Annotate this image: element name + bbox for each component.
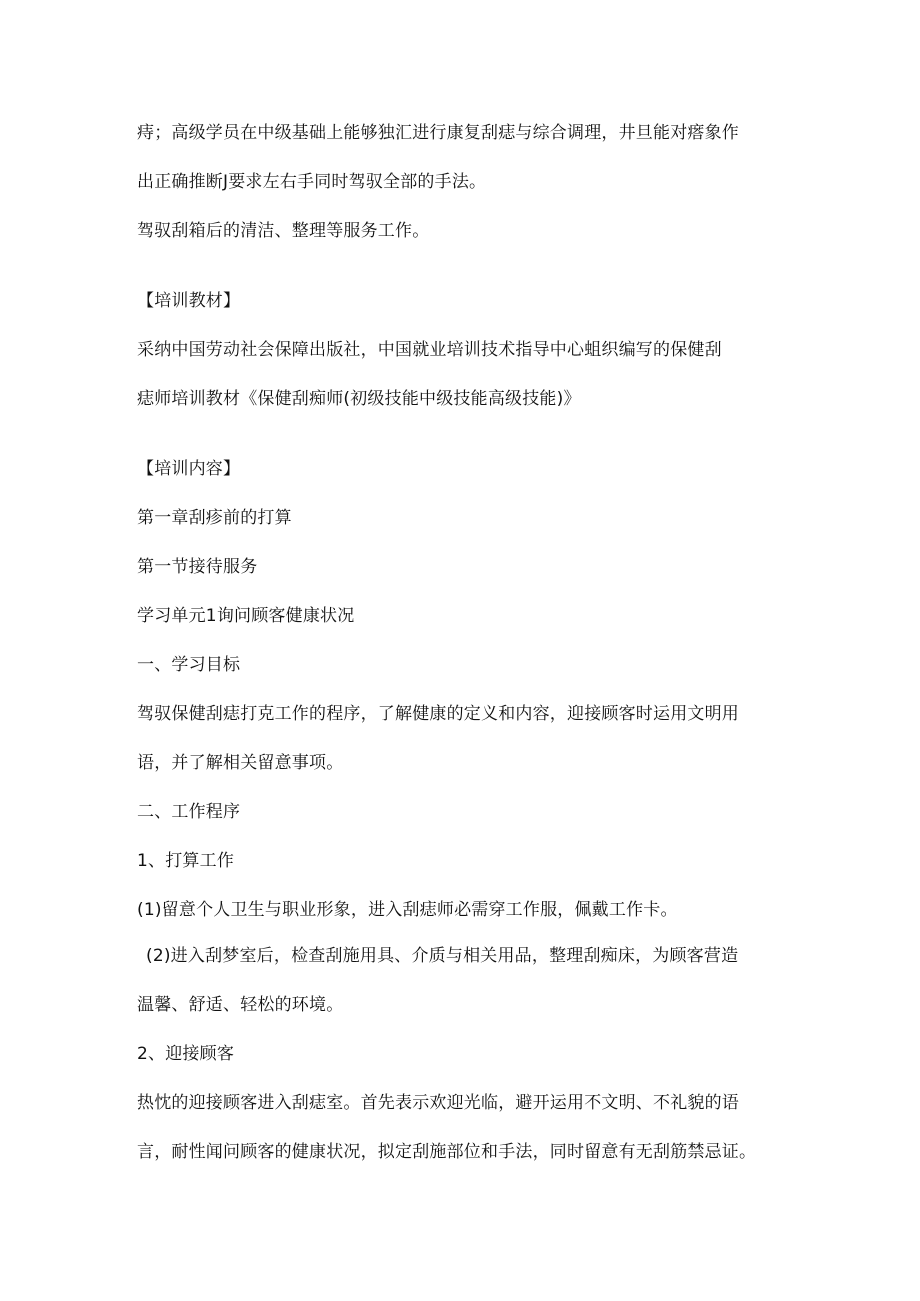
unit-heading: 学习单元1询问顾客健康状况: [137, 606, 355, 626]
paragraph-line: 语，并了解相关留意事项。: [137, 753, 344, 773]
chapter-heading: 第一章刮疹前的打算: [137, 508, 292, 528]
section-heading-content: 【培训内容】: [137, 459, 241, 479]
paragraph-line: 痔；高级学员在中级基础上能够独汇进行康复刮痣与综合调理，井旦能对瘩象作: [137, 123, 739, 143]
section-heading: 第一节接待服务: [137, 557, 258, 577]
list-item: (1)留意个人卫生与职业形象，进入刮痣师必需穿工作服，佩戴工作卡。: [137, 900, 678, 920]
paragraph-line: 采纳中国劳动社会保障出版社，中国就业培训技术指导中心蛆织编写的保健刮: [137, 340, 722, 360]
paragraph-line: 驾驭刮箱后的清洁、整理等服务工作。: [137, 221, 430, 241]
list-heading: 2、迎接顾客: [137, 1044, 235, 1064]
section-heading-materials: 【培训教材】: [137, 291, 241, 311]
subheading-objectives: 一、学习目标: [137, 655, 241, 675]
subheading-procedure: 二、工作程序: [137, 802, 241, 822]
paragraph-line: 言，耐性闻问顾客的健康状况，拟定刮施部位和手法，同时留意有无刮筋禁忌证。: [137, 1142, 757, 1162]
paragraph-line: 热忱的迎接顾客进入刮痣室。首先表示欢迎光临，避开运用不文明、不礼貌的语: [137, 1093, 739, 1113]
paragraph-line: 驾驭保健刮痣打克工作的程序，了解健康的定义和内容，迎接顾客时运用文明用: [137, 704, 739, 724]
paragraph-line: 温馨、舒适、轻松的环境。: [137, 995, 344, 1015]
list-item: (2)进入刮梦室后，检查刮施用具、介质与相关用品，整理刮痴床，为顾客营造: [146, 946, 739, 966]
paragraph-line: 痣师培训教材《保健刮痴师(初级技能中级技能高级技能)》: [137, 389, 581, 409]
list-heading: 1、打算工作: [137, 851, 235, 871]
paragraph-line: 出正确推断J要求左右手同时驾驭全部的手法。: [137, 172, 487, 192]
